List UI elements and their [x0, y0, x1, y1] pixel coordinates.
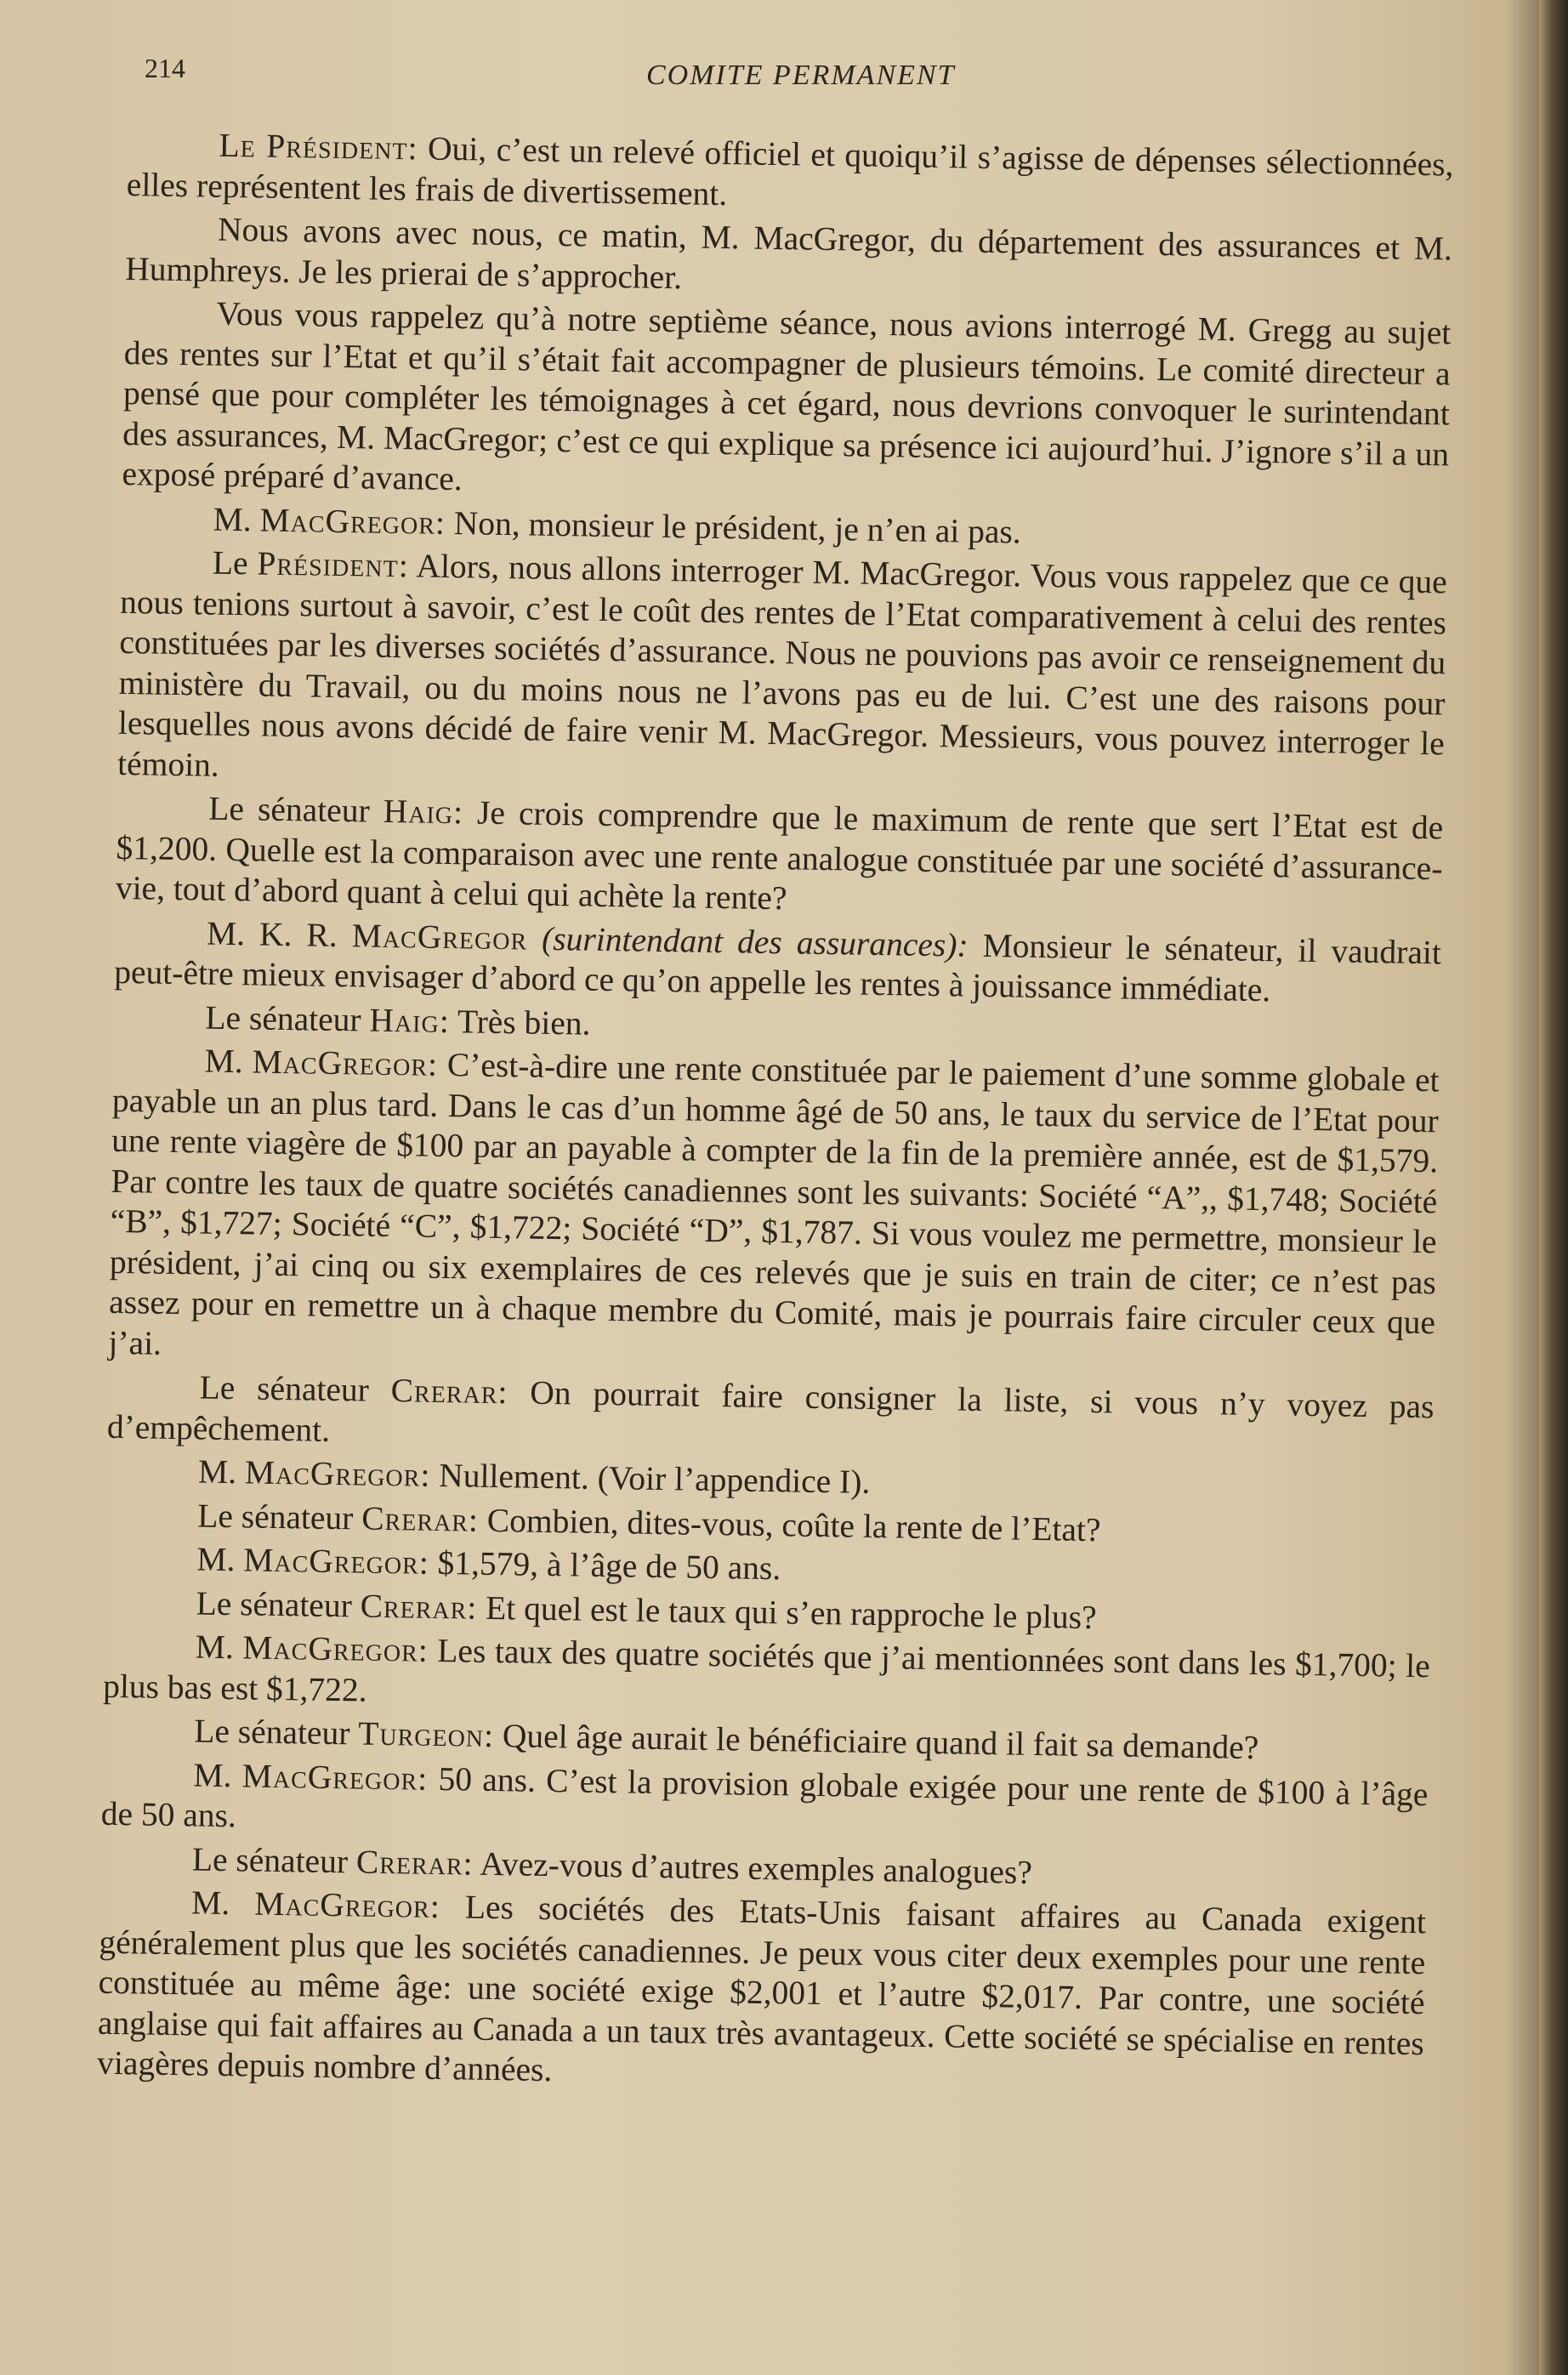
- speaker-name: MacGregor: [351, 916, 528, 957]
- paragraph-text: Combien, dites-vous, coûte la rente de l’Etat?: [478, 1501, 1101, 1548]
- transcript-body: [97, 124, 1454, 2108]
- paragraph-text: Les sociétés des Etats-Unis faisant affaires au Canada exigent généralement plus que les sociétés canadiennes. Je peux vous citer deux exemples pour une rente constituée au même âge: une société exige $2,001 et l’autre $2,017. Par contre, une société anglaise qui fait affaires au Canada a un taux très avantageux. Cette société se spécialise en rentes viagères depuis nombre d’années.: [96, 1888, 1427, 2089]
- transcript-paragraph: [103, 1626, 1430, 1727]
- paragraph-text: Alors, nous allons interroger M. MacGregor. Vous vous rappelez que ce que nous tenions surtout à savoir, c’est le coût des rentes de l’Etat comparativement à celui des rentes constituées par les diverses sociétés d’assurance. Nous ne pouvions pas avoir ce renseignement du ministère du Travail, ou du moins nous ne l’avons pas eu de lui. C’est une des raisons pour lesquelles nous avons décidé de faire venir M. MacGregor. Messieurs, vous pouvez interroger le témoin.: [116, 547, 1448, 784]
- transcript-paragraph: [114, 912, 1441, 1013]
- transcript-paragraph: [122, 293, 1452, 515]
- speaker-name: Président:: [257, 544, 410, 585]
- paragraph-lead: Le sénateur: [193, 1712, 359, 1753]
- paragraph-lead: M.: [195, 1628, 243, 1667]
- paragraph-lead: Le sénateur: [208, 789, 384, 830]
- speaker-name: Crerar:: [361, 1499, 480, 1539]
- paragraph-text: Oui, c’est un relevé officiel et quoiqu’il s’agisse de dépenses sélectionnées, elles représentent les frais de divertissement.: [126, 129, 1454, 213]
- transcript-paragraph: [100, 1753, 1428, 1855]
- paragraph-lead: M.: [197, 1452, 246, 1491]
- page-header: [145, 53, 1471, 104]
- speaker-name: Crerar:: [390, 1372, 508, 1412]
- paragraph-lead: M. K. R.: [206, 914, 353, 954]
- speaker-name: Haig:: [383, 792, 464, 832]
- paragraph-text: Avez-vous d’autres exemples analogues?: [473, 1844, 1033, 1891]
- paragraph-lead: Le sénateur: [191, 1839, 357, 1880]
- speaker-name: MacGregor:: [244, 1453, 431, 1494]
- page-binding-shadow: [1539, 0, 1568, 2375]
- speaker-name: MacGregor:: [242, 1628, 429, 1669]
- paragraph-text: Quel âge aurait le bénéficiaire quand il fait sa demande?: [493, 1717, 1259, 1767]
- speaker-name: MacGregor:: [252, 1043, 439, 1083]
- paragraph-text: Les taux des quatre sociétés que j’ai mentionnées sont dans les $1,700; le plus bas est $1,722.: [102, 1631, 1431, 1709]
- page-number: 214: [145, 53, 185, 83]
- paragraph-text: Monsieur le sénateur, il vaudrait peut-être mieux envisager d’abord ce qu’on appelle les rentes à jouissance immédiate.: [113, 926, 1442, 1009]
- transcript-paragraph: [108, 1040, 1440, 1384]
- paragraph-lead: Le sénateur: [205, 998, 370, 1039]
- paragraph-lead: M.: [204, 1042, 253, 1081]
- paragraph-lead: M.: [193, 1755, 243, 1794]
- paragraph-lead: Le: [212, 543, 258, 582]
- paragraph-lead: M.: [213, 500, 260, 538]
- paragraph-lead: Le sénateur: [196, 1496, 362, 1537]
- paragraph-lead: Le sénateur: [196, 1583, 361, 1625]
- speaker-note: (surintendant des assurances):: [526, 919, 969, 964]
- speaker-name: Turgeon:: [357, 1714, 495, 1755]
- paragraph-lead: M.: [196, 1540, 244, 1579]
- paragraph-text: C’est-à-dire une rente constituée par le paiement d’une somme globale et payable un an plus tard. Dans le cas d’un homme âgé de 50 ans, le taux du service de l’Etat pour une rente viagère de $100 par an payable à compter de la fin de la première année, est de $1,579. Par contre les taux de quatre sociétés canadiennes sont les suivants: Société “A”,, $1,748; Société “B”, $1,727; Société “C”, $1,722; Société “D”, $1,787. Si vous voulez me permettre, monsieur le président, j’ai cinq ou six exemplaires de ces relevés que je suis en train de citer; ce n’est pas assez pour en remettre un à chaque membre du Comité, mais je pourrais faire circuler ceux que j’ai.: [108, 1045, 1440, 1362]
- speaker-name: MacGregor:: [254, 1884, 441, 1926]
- speaker-name: Le Président:: [219, 126, 418, 168]
- paragraph-text: Nous avons avec nous, ce matin, M. MacGregor, du département des assurances et M. Humphreys. Je les prierai de s’approcher.: [124, 210, 1453, 296]
- transcript-paragraph: [97, 1882, 1427, 2105]
- paragraph-text: Je crois comprendre que le maximum de rente que sert l’Etat est de $1,200. Quelle est la comparaison avec une rente analogue constituée par une société d’assurance-vie, tout d’abord quant à celui qui achète la rente?: [115, 793, 1444, 918]
- running-head: COMITE PERMANENT: [646, 60, 956, 91]
- paragraph-text: Très bien.: [449, 1002, 591, 1043]
- speaker-name: MacGregor:: [259, 501, 446, 542]
- transcript-paragraph: [127, 124, 1454, 225]
- transcript-paragraph: [107, 1366, 1434, 1468]
- speaker-name: Crerar:: [355, 1842, 474, 1883]
- paragraph-text: Nullement. (Voir l’appendice I).: [430, 1456, 871, 1501]
- transcript-paragraph: [117, 542, 1447, 804]
- speaker-name: MacGregor:: [241, 1756, 429, 1798]
- paragraph-lead: M.: [190, 1884, 255, 1923]
- speaker-name: Crerar:: [360, 1587, 478, 1627]
- transcript-paragraph: [125, 208, 1452, 310]
- paragraph-text: $1,579, à l’âge de 50 ans.: [429, 1543, 781, 1588]
- paragraph-text: Et quel est le taux qui s’en rapproche le plus?: [477, 1588, 1097, 1636]
- paragraph-text: Vous vous rappelez qu’à notre septième séance, nous avions interrogé M. Gregg au sujet des rentes sur l’Etat et qu’il s’était fait accompagner de plusieurs témoins. Le comité directeur a pensé que pour compléter les témoignages à cet égard, nous devrions convoquer le surintendant des assurances, M. MacGregor; c’est ce qui explique sa présence ici aujourd’hui. J’ignore s’il a un exposé préparé d’avance.: [122, 294, 1452, 498]
- speaker-name: MacGregor:: [243, 1541, 430, 1582]
- speaker-name: Haig:: [369, 1001, 451, 1040]
- paragraph-text: Non, monsieur le président, je n’en ai pas.: [445, 503, 1022, 551]
- paragraph-text: 50 ans. C’est la provision globale exigée pour une rente de $100 à l’âge de 50 ans.: [100, 1759, 1429, 1835]
- transcript-paragraph: [116, 787, 1444, 929]
- paragraph-lead: Le sénateur: [199, 1368, 392, 1410]
- paragraph-text: On pourrait faire consigner la liste, si vous n’y voyez pas d’empêchement.: [106, 1373, 1434, 1449]
